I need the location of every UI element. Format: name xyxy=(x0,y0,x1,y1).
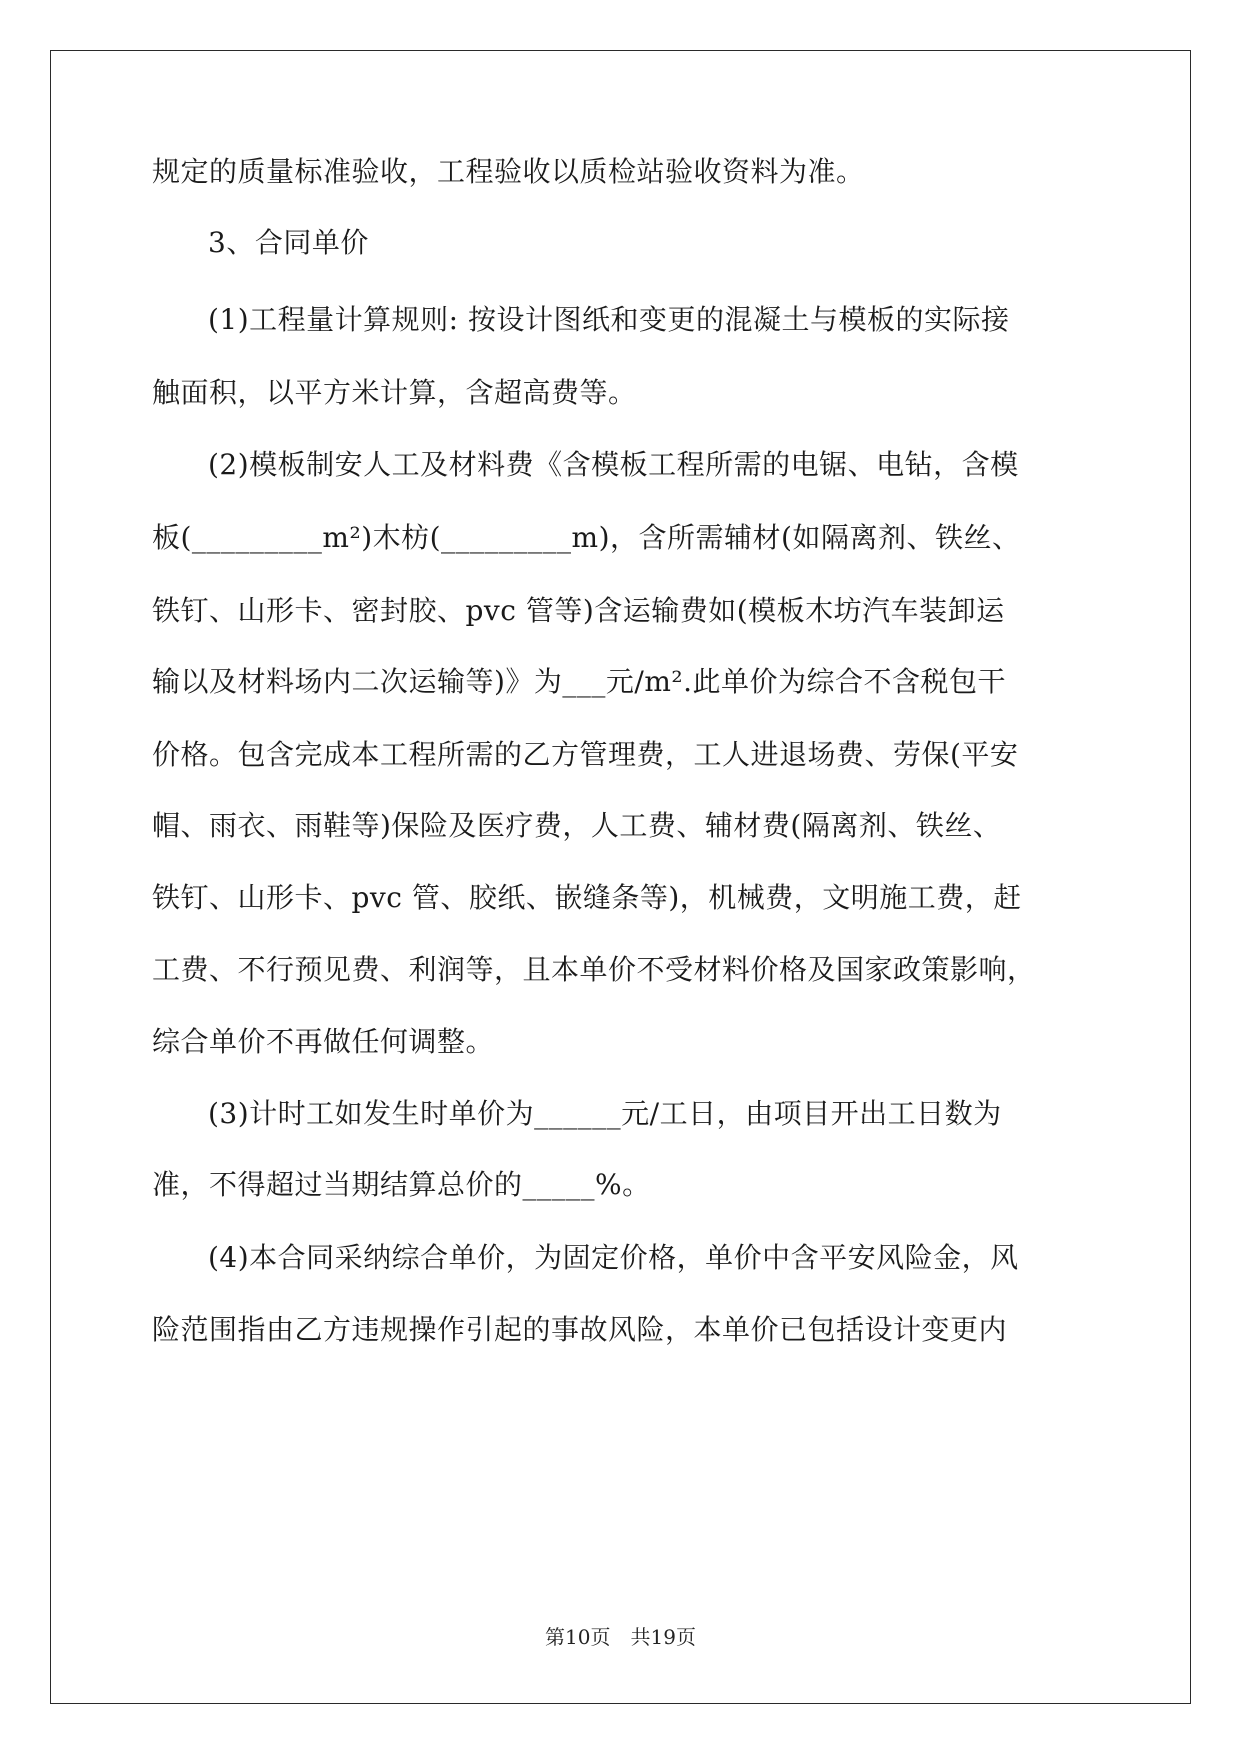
body-line-10: 帽、雨衣、雨鞋等)保险及医疗费，人工费、辅材费(隔离剂、铁丝、 xyxy=(152,809,1002,842)
body-line-9: 价格。包含完成本工程所需的乙方管理费，工人进退场费、劳保(平安 xyxy=(152,738,1019,771)
page-border xyxy=(50,50,1191,1704)
body-line-13: 综合单价不再做任何调整。 xyxy=(152,1025,495,1058)
body-line-4: 触面积，以平方米计算，含超高费等。 xyxy=(152,376,637,409)
page-number-footer: 第10页 共19页 xyxy=(545,1625,696,1649)
body-line-17: 险范围指由乙方违规操作引起的事故风险，本单价已包括设计变更内 xyxy=(152,1313,1008,1346)
body-line-1: 规定的质量标准验收，工程验收以质检站验收资料为准。 xyxy=(152,155,865,188)
body-line-5: (2)模板制安人工及材料费《含模板工程所需的电锯、电钻，含模 xyxy=(208,448,1019,481)
body-line-3: (1)工程量计算规则: 按设计图纸和变更的混凝土与模板的实际接 xyxy=(208,303,1010,336)
body-line-15: 准，不得超过当期结算总价的_____%。 xyxy=(152,1168,651,1201)
section-heading-contract-unit-price: 3、合同单价 xyxy=(208,226,369,259)
body-line-11: 铁钉、山形卡、pvc 管、胶纸、嵌缝条等)，机械费，文明施工费，赶 xyxy=(152,881,1022,914)
body-line-12: 工费、不行预见费、利润等，且本单价不受材料价格及国家政策影响， xyxy=(152,953,1036,986)
body-line-8: 输以及材料场内二次运输等)》为___元/m².此单价为综合不含税包干 xyxy=(152,665,1007,698)
body-line-14: (3)计时工如发生时单价为______元/工日，由项目开出工日数为 xyxy=(208,1097,1002,1130)
body-line-6: 板(_________m²)木枋(_________m)，含所需辅材(如隔离剂、铁丝、 xyxy=(152,521,1021,554)
body-line-7: 铁钉、山形卡、密封胶、pvc 管等)含运输费如(模板木坊汽车装卸运 xyxy=(152,594,1005,627)
body-line-16: (4)本合同采纳综合单价，为固定价格，单价中含平安风险金，风 xyxy=(208,1241,1019,1274)
